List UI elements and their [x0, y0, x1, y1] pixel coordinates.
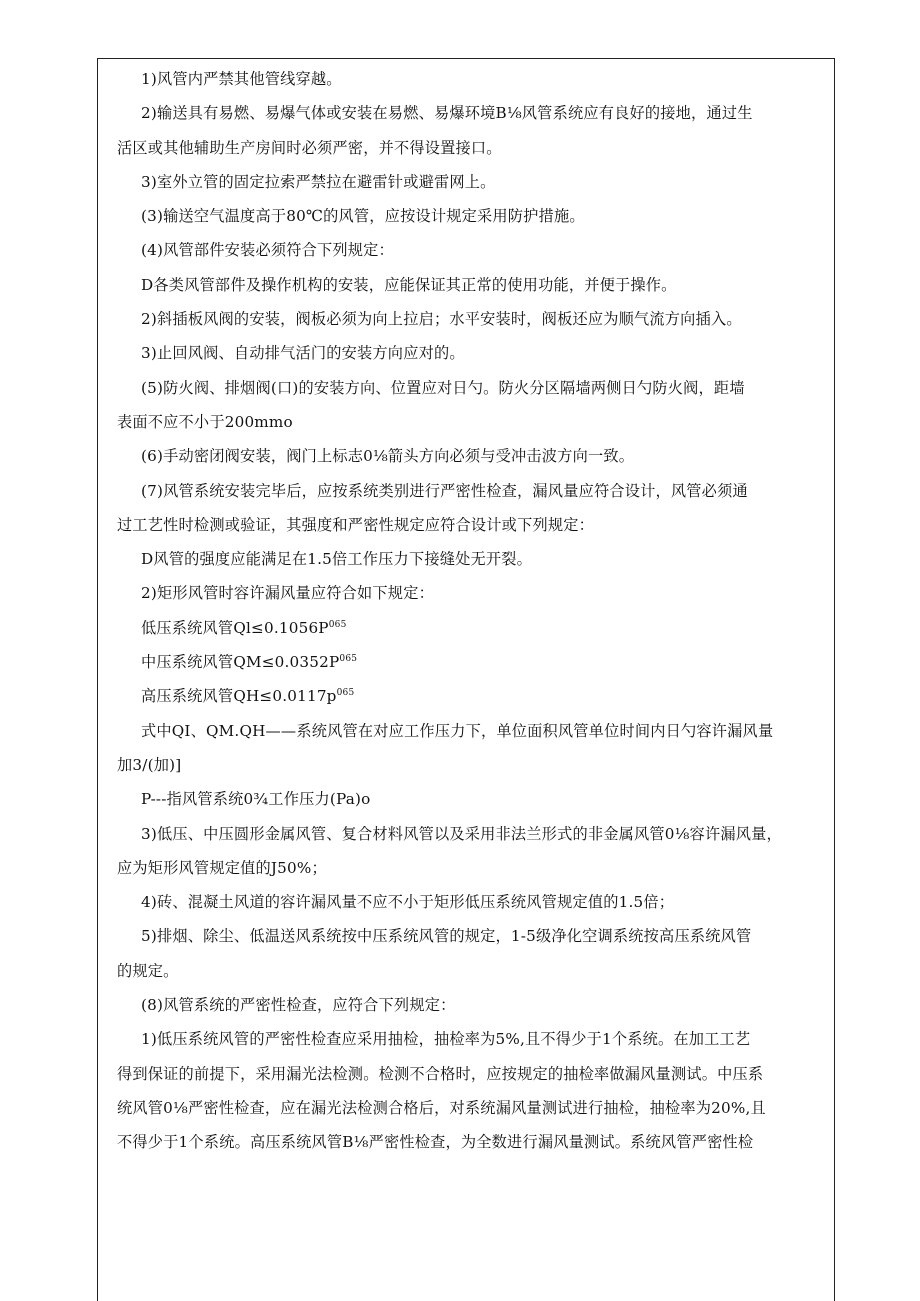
line-text: 得到保证的前提下，采用漏光法检测。检测不合格时，应按规定的抽检率做漏风量测试。中压系 — [117, 1064, 764, 1083]
line-text: 4)砖、混凝土风道的容许漏风量不应不小于矩形低压系统风管规定值的1.5倍； — [141, 893, 675, 912]
line-text: 1)低压系统风管的严密性检查应采用抽检，抽检率为5%,且不得少于1个系统。在加工工艺 — [141, 1030, 751, 1049]
paragraph-line — [117, 1125, 823, 1159]
paragraph-line — [117, 576, 823, 610]
paragraph-line — [117, 988, 823, 1022]
line-text: 的规定。 — [117, 961, 179, 980]
paragraph-line — [117, 302, 823, 336]
line-text: 3)室外立管的固定拉索严禁拉在避雷针或避雷网上。 — [141, 172, 496, 191]
paragraph-line — [117, 748, 823, 782]
paragraph-line — [117, 885, 823, 919]
line-text: (3)输送空气温度高于80℃的风管，应按设计规定采用防护措施。 — [141, 207, 585, 226]
line-text: D各类风管部件及操作机构的安装，应能保证其正常的使用功能，并便于操作。 — [141, 275, 677, 294]
line-text: (6)手动密闭阀安装，阀门上标志0⅛箭头方向必须与受冲击波方向一致。 — [141, 447, 635, 466]
line-text: 5)排烟、除尘、低温送风系统按中压系统风管的规定，1-5级净化空调系统按高压系统风管 — [141, 927, 752, 946]
paragraph-line — [117, 919, 823, 953]
paragraph-line — [117, 611, 823, 645]
line-text: 2)输送具有易燃、易爆气体或安装在易燃、易爆环境B⅛风管系统应有良好的接地，通过生 — [141, 104, 753, 123]
line-text: 高压系统风管QH≤0.0117p — [141, 687, 337, 706]
line-text: 应为矩形风管规定值的J50%； — [117, 858, 327, 877]
line-text: 不得少于1个系统。高压系统风管B⅛严密性检查，为全数进行漏风量测试。系统风管严密性检 — [117, 1133, 754, 1152]
paragraph-line — [117, 1091, 823, 1125]
paragraph-line — [117, 679, 823, 713]
line-text: 1)风管内严禁其他管线穿越。 — [141, 70, 342, 88]
line-text: (4)风管部件安装必须符合下列规定： — [141, 241, 394, 260]
line-text: 式中QI、QM.QH——系统风管在对应工作压力下，单位面积风管单位时间内日勺容许漏风量 — [141, 721, 774, 740]
line-text: 3)低压、中压圆形金属风管、复合材料风管以及采用非法兰形式的非金属风管0⅛容许漏风量， — [141, 824, 782, 843]
paragraph-line — [117, 1022, 823, 1056]
line-text: 过工艺性时检测或验证，其强度和严密性规定应符合设计或下列规定： — [117, 515, 595, 534]
paragraph-line — [117, 233, 823, 267]
line-text: (7)风管系统安装完毕后，应按系统类别进行严密性检查，漏风量应符合设计，风管必须通 — [141, 481, 748, 500]
line-text: P---指风管系统0¾工作压力(Pa)o — [141, 790, 371, 809]
line-text: 加3/(加)] — [117, 755, 182, 774]
line-text: 2)矩形风管时容许漏风量应符合如下规定： — [141, 584, 434, 603]
paragraph-line — [117, 371, 823, 405]
line-text: 2)斜插板风阀的安装，阀板必须为向上拉启；水平安装时，阀板还应为顺气流方向插入。 — [141, 310, 742, 329]
exponent: 065 — [336, 688, 355, 699]
paragraph-line — [117, 62, 823, 96]
line-text: 低压系统风管Ql≤0.1056P — [141, 618, 329, 637]
line-text: 表面不应不小于200mmo — [117, 412, 293, 431]
line-text: D风管的强度应能满足在1.5倍工作压力下接缝处无开裂。 — [141, 550, 533, 569]
line-text: (8)风管系统的严密性检查，应符合下列规定： — [141, 996, 456, 1015]
line-text: 活区或其他辅助生产房间时必须严密，并不得设置接口。 — [117, 138, 502, 157]
paragraph-line — [117, 508, 823, 542]
document-body — [117, 62, 823, 1160]
paragraph-line — [117, 199, 823, 233]
line-text: 中压系统风管QM≤0.0352P — [141, 653, 340, 672]
paragraph-line — [117, 782, 823, 816]
paragraph-line — [117, 336, 823, 370]
line-text: 3)止回风阀、自动排气活门的安装方向应对的。 — [141, 344, 465, 363]
paragraph-line — [117, 817, 823, 851]
paragraph-line — [117, 645, 823, 679]
paragraph-line — [117, 1057, 823, 1091]
paragraph-line — [117, 131, 823, 165]
paragraph-line — [117, 165, 823, 199]
paragraph-line — [117, 268, 823, 302]
paragraph-line — [117, 714, 823, 748]
paragraph-line — [117, 96, 823, 130]
paragraph-line — [117, 405, 823, 439]
paragraph-line — [117, 954, 823, 988]
line-text: (5)防火阀、排烟阀(口)的安装方向、位置应对日勺。防火分区隔墙两侧日勺防火阀，距墙 — [141, 378, 745, 397]
exponent: 065 — [339, 654, 358, 665]
paragraph-line — [117, 439, 823, 473]
paragraph-line — [117, 542, 823, 576]
exponent: 065 — [328, 619, 347, 630]
paragraph-line — [117, 474, 823, 508]
paragraph-line — [117, 851, 823, 885]
line-text: 统风管0⅛严密性检查，应在漏光法检测合格后，对系统漏风量测试进行抽检，抽检率为20%,且 — [117, 1098, 766, 1117]
